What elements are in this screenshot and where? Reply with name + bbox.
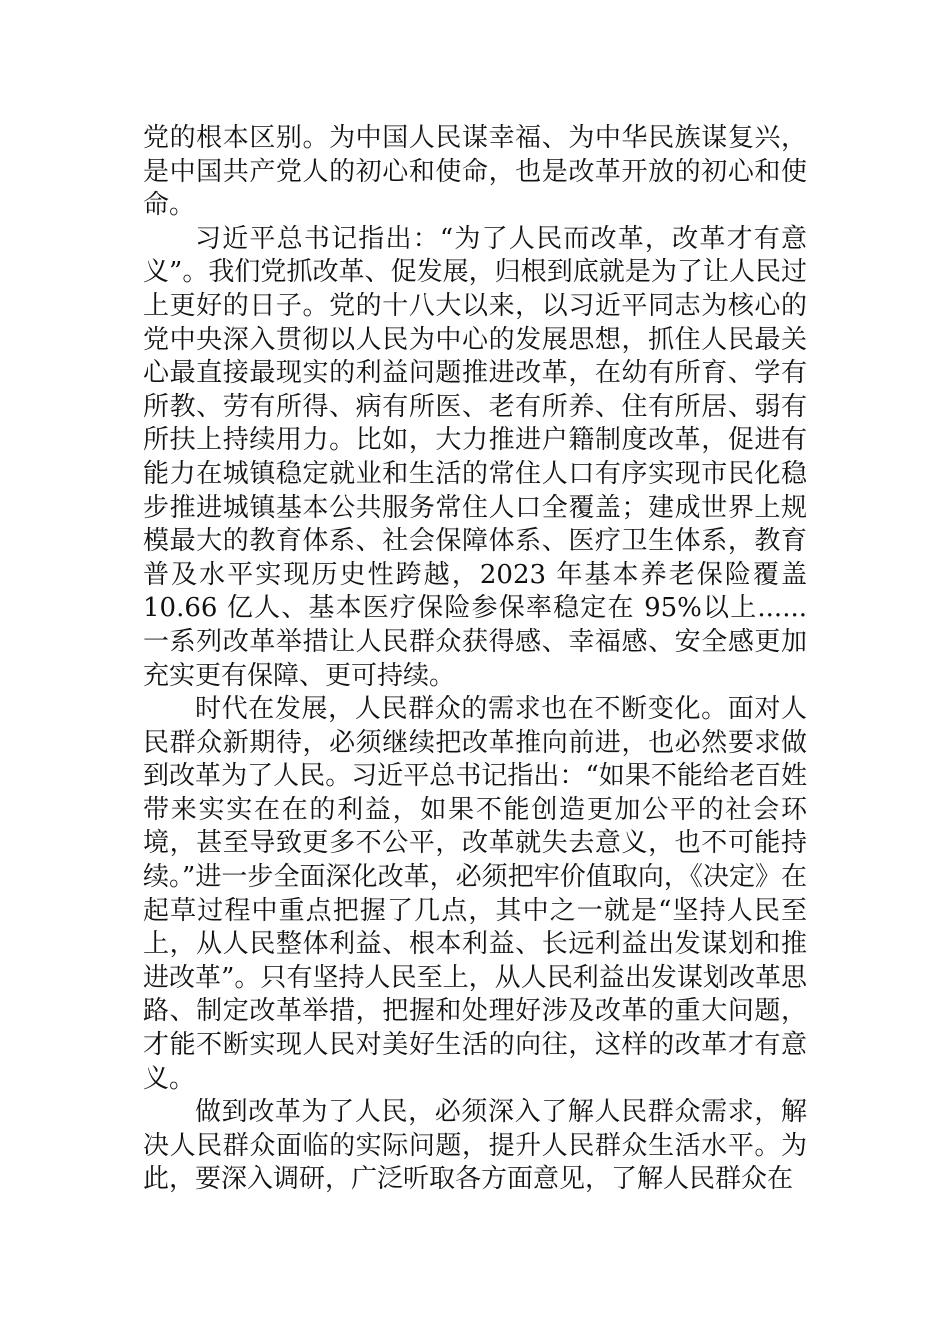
paragraph-continuation: 党的根本区别。为中国人民谋幸福、为中华民族谋复兴，是中国共产党人的初心和使命，也是改革开放的初心和使命。 (143, 123, 807, 221)
paragraph-reform-for-people: 习近平总书记指出：“为了人民而改革，改革才有意义”。我们党抓改革、促发展，归根到底就是为了让人民过上更好的日子。党的十八大以来，以习近平同志为核心的党中央深入贯彻以人民为中心的发展思想，抓住人民最关心最直接最现实的利益问题推进改革，在幼有所育、学有所教、劳有所得、病有所医、老有所养、住有所居、弱有所扶上持续用力。比如，大力推进户籍制度改革，促进有能力在城镇稳定就业和生活的常住人口有序实现市民化稳步推进城镇基本公共服务常住人口全覆盖；建成世界上规模最大的教育体系、社会保障体系、医疗卫生体系，教育普及水平实现历史性跨越，2023 年基本养老保险覆盖 10.66 亿人、基本医疗保险参保率稳定在 95%以上......一系列改革举措让人民群众获得感、幸福感、安全感更加充实更有保障、更可持续。 (143, 223, 807, 691)
paragraph-times-developing: 时代在发展，人民群众的需求也在不断变化。面对人民群众新期待，必须继续把改革推向前进，也必然要求做到改革为了人民。习近平总书记指出：“如果不能给老百姓带来实实在在的利益，如果不能创造更加公平的社会环境，甚至导致更多不公平，改革就失去意义，也不可能持续。”进一步全面深化改革，必须把牢价值取向，《决定》在起草过程中重点把握了几点，其中之一就是“坚持人民至上，从人民整体利益、根本利益、长远利益出发谋划和推进改革”。只有坚持人民至上，从人民利益出发谋划改革思路、制定改革举措，把握和处理好涉及改革的重大问题，才能不断实现人民对美好生活的向往，这样的改革才有意义。 (143, 694, 807, 1094)
article-body (143, 122, 807, 1197)
paragraph-understand-needs: 做到改革为了人民，必须深入了解人民群众需求，解决人民群众面临的实际问题，提升人民群众生活水平。为此，要深入调研，广泛听取各方面意见，了解人民群众在 (143, 1097, 807, 1195)
